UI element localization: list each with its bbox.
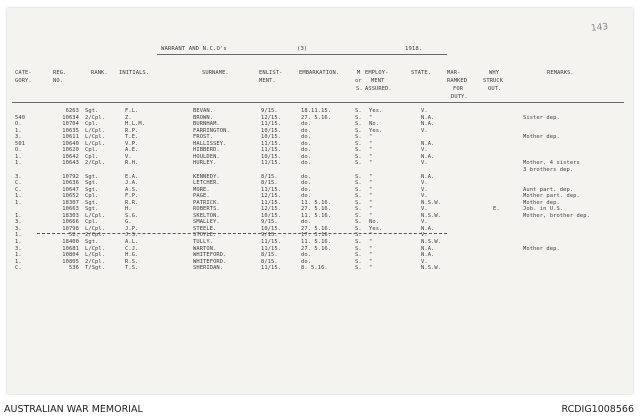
embarkation-cell: do.	[301, 180, 312, 187]
initials-cell: G.	[125, 219, 132, 226]
initials-cell: R.P.	[125, 127, 139, 134]
surname-cell: SHERIDAN.	[193, 265, 224, 272]
rank-cell: 2/Cpl.	[85, 114, 106, 121]
marital-status-cell: S.	[355, 219, 362, 226]
marital-status-cell: S.	[355, 173, 362, 180]
enlistment-cell: 8/15.	[261, 252, 278, 259]
category-cell: 1.	[15, 232, 22, 239]
surname-cell: LETCHER.	[193, 180, 220, 187]
initials-cell: V.P.	[125, 140, 139, 147]
employment-cell: "	[369, 153, 373, 160]
enlistment-cell: 10/15.	[261, 127, 282, 134]
enlistment-cell: 9/15.	[261, 219, 278, 226]
state-cell: N.A.	[421, 225, 435, 232]
state-cell: N.S.W.	[421, 265, 442, 272]
header-employment-3: ASSURED.	[365, 86, 392, 92]
employment-cell: "	[369, 173, 373, 180]
employment-cell: "	[369, 206, 373, 213]
surname-cell: WARTON.	[193, 245, 217, 252]
strikethrough-line	[37, 233, 447, 234]
embarkation-cell: do.	[301, 153, 312, 160]
marital-status-cell: S.	[355, 239, 362, 245]
state-cell: V.	[421, 108, 428, 114]
rank-cell: 2/Cpl.	[85, 232, 106, 239]
surname-cell: ROBERTS.	[193, 206, 220, 213]
category-cell: C.	[15, 265, 22, 272]
remarks-cell: Aunt part. dep.	[523, 186, 574, 193]
enlistment-cell: 12/15.	[261, 206, 282, 213]
employment-cell: "	[369, 180, 373, 187]
rank-cell: 2/Cpl.	[85, 160, 106, 167]
category-cell: 1.	[15, 199, 22, 206]
state-cell: N.A.	[421, 114, 435, 121]
embarkation-cell: 27. 5.16.	[301, 206, 332, 213]
surname-cell: PAGE.	[193, 193, 210, 200]
rank-cell: Sgt.	[85, 108, 99, 114]
reg-no-cell: 10681	[62, 245, 79, 252]
remarks-cell: Sister dep.	[523, 114, 560, 121]
enlistment-cell: 10/15.	[261, 153, 282, 160]
enlistment-cell: 11/15.	[261, 199, 282, 206]
surname-cell: SKELTON.	[193, 212, 220, 219]
embarkation-cell: 27. 5.16.	[301, 245, 332, 252]
category-cell: 1.	[15, 258, 22, 265]
initials-cell: R.R.	[125, 199, 139, 206]
category-cell: 540	[15, 114, 26, 121]
marital-status-cell: S.	[355, 258, 362, 265]
rank-cell: L/Cpl.	[85, 225, 106, 232]
reg-no-cell: 6263	[65, 108, 79, 114]
embarkation-cell: do.	[301, 252, 312, 259]
header-enlistment-2: MENT.	[259, 78, 276, 84]
employment-cell: "	[369, 199, 373, 206]
header-remarked: MAR-	[447, 70, 461, 76]
reg-no-cell: 18303	[62, 212, 79, 219]
rank-cell: Cpl.	[85, 147, 99, 154]
marital-status-cell: S.	[355, 153, 362, 160]
reg-no-cell: 10635	[62, 127, 79, 134]
initials-cell: F.P.	[125, 193, 139, 200]
category-cell: C.	[15, 186, 22, 193]
state-cell: N.A.	[421, 121, 435, 128]
reg-no-cell: 10804	[62, 252, 79, 259]
rank-cell: Cpl.	[85, 219, 99, 226]
rank-cell: L/Cpl.	[85, 245, 106, 252]
enlistment-cell: 9/15.	[261, 232, 278, 239]
initials-cell: E.A.	[125, 173, 139, 180]
embarkation-cell: do.	[301, 173, 312, 180]
category-cell: 3.	[15, 173, 22, 180]
initials-cell: A.L.	[125, 239, 139, 245]
embarkation-cell: 8. 5.16.	[301, 265, 328, 272]
reg-no-cell: 536	[68, 265, 79, 272]
header-why-3: OUT.	[488, 86, 502, 92]
title-underline	[157, 54, 447, 55]
category-cell: 1.	[15, 239, 22, 245]
surname-cell: WHITEFORD.	[193, 258, 227, 265]
initials-cell: H.L.M.	[125, 121, 146, 128]
reg-no-cell: 10611	[62, 134, 79, 141]
header-rule	[12, 102, 624, 103]
category-cell: 3.	[15, 219, 22, 226]
state-cell: N.S.W.	[421, 199, 442, 206]
document-title: WARRANT AND N.C.O's	[161, 46, 227, 52]
marital-status-cell: S.	[355, 252, 362, 259]
surname-cell: FROST.	[193, 134, 214, 141]
marital-status-cell: S.	[355, 108, 362, 114]
enlistment-cell: 11/15.	[261, 160, 282, 167]
header-why: WHY	[489, 70, 500, 76]
marital-status-cell: S.	[355, 193, 362, 200]
rank-cell: L/Cpl.	[85, 252, 106, 259]
marital-status-cell: S.	[355, 225, 362, 232]
state-cell: N.A.	[421, 245, 435, 252]
rank-cell: 2/Cpl.	[85, 258, 106, 265]
remarks-cell: Mother, 4 sisters	[523, 160, 580, 167]
reg-no-cell: 10642	[62, 153, 79, 160]
state-cell: V.	[421, 258, 428, 265]
rank-cell: L/Cpl.	[85, 127, 106, 134]
employment-cell: "	[369, 252, 373, 259]
initials-cell: Z.	[125, 114, 132, 121]
initials-cell: J.S.	[125, 232, 139, 239]
embarkation-cell: do.	[301, 219, 312, 226]
embarkation-cell: 18.11.15.	[301, 108, 332, 114]
category-cell: O.	[15, 147, 22, 154]
category-cell: 1.	[15, 193, 22, 200]
embarkation-cell: do.	[301, 193, 312, 200]
employment-cell: "	[369, 239, 373, 245]
enlistment-cell: 10/15.	[261, 225, 282, 232]
enlistment-cell: 11/15.	[261, 121, 282, 128]
embarkation-cell: 11. 5.16.	[301, 239, 332, 245]
embarkation-cell: do.	[301, 160, 312, 167]
remarks-cell: Mother, brother dep.	[523, 212, 590, 219]
marital-status-cell: S.	[355, 199, 362, 206]
enlistment-cell: 8/15.	[261, 173, 278, 180]
employment-cell: "	[369, 134, 373, 141]
employment-cell: "	[369, 193, 373, 200]
header-remarks: REMARKS.	[547, 70, 574, 76]
enlistment-cell: 11/15.	[261, 239, 282, 245]
employment-cell: "	[369, 258, 373, 265]
embarkation-cell: do.	[301, 121, 312, 128]
marital-status-cell: S.	[355, 245, 362, 252]
header-ms-2: or	[355, 78, 362, 84]
state-cell: V.	[421, 180, 428, 187]
marital-status-cell: S.	[355, 140, 362, 147]
rank-cell: L/Cpl.	[85, 140, 106, 147]
surname-cell: SMALLEY.	[193, 219, 220, 226]
category-cell: 1.	[15, 252, 22, 259]
embarkation-cell: 17. 5.16.	[301, 232, 332, 239]
enlistment-cell: 8/15.	[261, 258, 278, 265]
reg-no-cell: 10647	[62, 186, 79, 193]
enlistment-cell: 9/15.	[261, 108, 278, 114]
category-cell: 501	[15, 140, 26, 147]
marital-status-cell: S.	[355, 121, 362, 128]
category-cell: 3.	[15, 245, 22, 252]
employment-cell: "	[369, 147, 373, 154]
enlistment-cell: 10/15.	[261, 212, 282, 219]
header-enlistment: ENLIST-	[259, 70, 283, 76]
rank-cell: Sgt.	[85, 199, 99, 206]
marital-status-cell: S.	[355, 134, 362, 141]
footer-archive-name: AUSTRALIAN WAR MEMORIAL	[4, 404, 143, 415]
marital-status-cell: S.	[355, 265, 362, 272]
remarks-cell: Mother dep.	[523, 245, 560, 252]
employment-cell: "	[369, 140, 373, 147]
rank-cell: L/Cpl.	[85, 212, 106, 219]
state-cell: V.	[421, 186, 428, 193]
surname-cell: STEELE.	[193, 225, 217, 232]
marital-status-cell: S.	[355, 206, 362, 213]
state-cell: N.A.	[421, 140, 435, 147]
rank-cell: Sgt.	[85, 206, 99, 213]
category-cell: 1.	[15, 153, 22, 160]
rank-cell: L/Cpl.	[85, 134, 106, 141]
header-state: STATE.	[411, 70, 432, 76]
initials-cell: T.E.	[125, 134, 139, 141]
category-cell: 1.	[15, 160, 22, 167]
folio-number: 143	[590, 22, 609, 34]
reg-no-cell: 10652	[62, 193, 79, 200]
employment-cell: "	[369, 212, 373, 219]
state-cell: N.A.	[421, 252, 435, 259]
header-category-2: GORY.	[15, 78, 32, 84]
header-ms: M	[357, 70, 361, 76]
embarkation-cell: do.	[301, 140, 312, 147]
state-cell: V.	[421, 219, 428, 226]
footer-bar	[0, 398, 640, 418]
remarks-cell: Mother dep.	[523, 134, 560, 141]
document-year: 1918.	[405, 46, 423, 52]
state-cell: V.	[421, 147, 428, 154]
reg-no-cell: 18307	[62, 199, 79, 206]
initials-cell: T.S.	[125, 265, 139, 272]
employment-cell: "	[369, 186, 373, 193]
category-cell: O.	[15, 121, 22, 128]
category-cell: 3.	[15, 225, 22, 232]
enlistment-cell: 11/15.	[261, 245, 282, 252]
employment-cell: "	[369, 245, 373, 252]
employment-cell: "	[369, 160, 373, 167]
page-number: (3)	[297, 46, 308, 52]
reg-no-cell: 10636	[62, 180, 79, 187]
enlistment-cell: 10/15.	[261, 134, 282, 141]
surname-cell: BROWN.	[193, 114, 214, 121]
surname-cell: HOULDEN.	[193, 153, 220, 160]
header-why-2: STRUCK	[483, 78, 504, 84]
state-cell: V.	[421, 160, 428, 167]
surname-cell: HURLEY.	[193, 160, 217, 167]
state-cell: V.	[421, 127, 428, 134]
surname-cell: KENNEDY.	[193, 173, 220, 180]
embarkation-cell: 27. 5.16.	[301, 114, 332, 121]
enlistment-cell: 12/15.	[261, 114, 282, 121]
embarkation-cell: do.	[301, 134, 312, 141]
state-cell: N.S.W.	[421, 212, 442, 219]
remarks-cell: Mother part. dep.	[523, 193, 580, 200]
employment-cell: Yes.	[369, 108, 383, 114]
surname-cell: BEVAN.	[193, 108, 214, 114]
surname-cell: STOYLE.	[193, 232, 217, 239]
reg-no-cell: 10640	[62, 140, 79, 147]
marital-status-cell: S.	[355, 232, 362, 239]
header-initials: INITIALS.	[119, 70, 150, 76]
marital-status-cell: S.	[355, 180, 362, 187]
surname-cell: TULLY.	[193, 239, 214, 245]
reg-no-cell: 10666	[62, 219, 79, 226]
embarkation-cell: 11. 5.16.	[301, 212, 332, 219]
initials-cell: J.A.	[125, 180, 139, 187]
employment-cell: No.	[369, 219, 380, 226]
remarks-cell: 3 brothers dep.	[523, 166, 574, 173]
category-cell: 3.	[15, 134, 22, 141]
initials-cell: H.	[125, 206, 132, 213]
surname-cell: MORE.	[193, 186, 210, 193]
embarkation-cell: do.	[301, 186, 312, 193]
header-reg-2: NO.	[53, 78, 64, 84]
rank-cell: Cpl.	[85, 153, 99, 160]
rank-cell: Sgt.	[85, 173, 99, 180]
header-remarked-3: FOR	[453, 86, 464, 92]
header-embarkation: EMBARKATION.	[299, 70, 340, 76]
embarkation-cell: do.	[301, 258, 312, 265]
remarks-cell: Mother dep.	[523, 199, 560, 206]
initials-cell: S.G.	[125, 212, 139, 219]
surname-cell: HALLISSEY.	[193, 140, 227, 147]
initials-cell: F.L.	[125, 108, 139, 114]
marital-status-cell: S.	[355, 160, 362, 167]
category-cell: 1.	[15, 212, 22, 219]
enlistment-cell: 8/15.	[261, 180, 278, 187]
enlistment-cell: 11/15.	[261, 186, 282, 193]
marital-status-cell: S.	[355, 127, 362, 134]
enlistment-cell: 11/15.	[261, 140, 282, 147]
reg-no-cell: 52.	[68, 232, 79, 239]
initials-cell: H.G.	[125, 252, 139, 259]
employment-cell: Yes.	[369, 225, 383, 232]
reg-no-cell: 10643	[62, 160, 79, 167]
rank-cell: Cpl.	[85, 121, 99, 128]
initials-cell: V.	[125, 153, 132, 160]
surname-cell: WHITEFORD.	[193, 252, 227, 259]
header-ms-3: S.	[356, 86, 363, 92]
header-remarked-4: DUTY.	[451, 94, 468, 100]
reg-no-cell: 10798	[62, 225, 79, 232]
header-rank: RANK.	[91, 70, 108, 76]
enlistment-cell: 11/15.	[261, 265, 282, 272]
embarkation-cell: 27. 5.16.	[301, 225, 332, 232]
header-employment: EMPLOY-	[365, 70, 389, 76]
surname-cell: HIBBERD.	[193, 147, 220, 154]
embarkation-cell: 11. 5.16.	[301, 199, 332, 206]
marital-status-cell: S.	[355, 212, 362, 219]
employment-cell: Yes.	[369, 127, 383, 134]
reg-no-cell: 10704	[62, 121, 79, 128]
why-struck-out-cell: E.	[493, 206, 500, 213]
initials-cell: R.S.	[125, 258, 139, 265]
rank-cell: Sgt.	[85, 186, 99, 193]
state-cell: N.A.	[421, 173, 435, 180]
surname-cell: BURNHAM.	[193, 121, 220, 128]
document-sheet	[7, 8, 633, 394]
category-cell: 1.	[15, 127, 22, 134]
reg-no-cell: 10663	[62, 206, 79, 213]
state-cell: V.	[421, 232, 428, 239]
marital-status-cell: S.	[355, 147, 362, 154]
rank-cell: Cpl.	[85, 193, 99, 200]
rank-cell: T/Sgt.	[85, 265, 106, 272]
header-reg: REG.	[53, 70, 67, 76]
employment-cell: No.	[369, 121, 380, 128]
surname-cell: PATRICK.	[193, 199, 220, 206]
enlistment-cell: 12/15.	[261, 193, 282, 200]
surname-cell: FARRINGTON.	[193, 127, 230, 134]
enlistment-cell: 11/15.	[261, 147, 282, 154]
header-category: CATE-	[15, 70, 32, 76]
reg-no-cell: 10805	[62, 258, 79, 265]
initials-cell: J.P.	[125, 225, 139, 232]
footer-record-id: RCDIG1008566	[561, 404, 634, 415]
embarkation-cell: do.	[301, 147, 312, 154]
employment-cell: "	[369, 265, 373, 272]
remarks-cell: Job. in U.S.	[523, 206, 564, 213]
reg-no-cell: 10792	[62, 173, 79, 180]
initials-cell: C.J.	[125, 245, 139, 252]
state-cell: N.A.	[421, 153, 435, 160]
category-cell: C.	[15, 180, 22, 187]
header-employment-2: MENT	[371, 78, 385, 84]
reg-no-cell: 10620	[62, 147, 79, 154]
initials-cell: A.E.	[125, 147, 139, 154]
state-cell: N.S.W.	[421, 239, 442, 245]
reg-no-cell: 10634	[62, 114, 79, 121]
state-cell: V.	[421, 193, 428, 200]
rank-cell: Sgt.	[85, 180, 99, 187]
marital-status-cell: S.	[355, 186, 362, 193]
employment-cell: "	[369, 114, 373, 121]
marital-status-cell: S.	[355, 114, 362, 121]
header-surname: SURNAME.	[202, 70, 229, 76]
state-cell: V.	[421, 206, 428, 213]
embarkation-cell: do.	[301, 127, 312, 134]
reg-no-cell: 18400	[62, 239, 79, 245]
rank-cell: Sgt.	[85, 239, 99, 245]
initials-cell: A.S.	[125, 186, 139, 193]
initials-cell: R.H.	[125, 160, 139, 167]
header-remarked-2: RAMKED	[447, 78, 468, 84]
employment-cell: "	[369, 232, 373, 239]
